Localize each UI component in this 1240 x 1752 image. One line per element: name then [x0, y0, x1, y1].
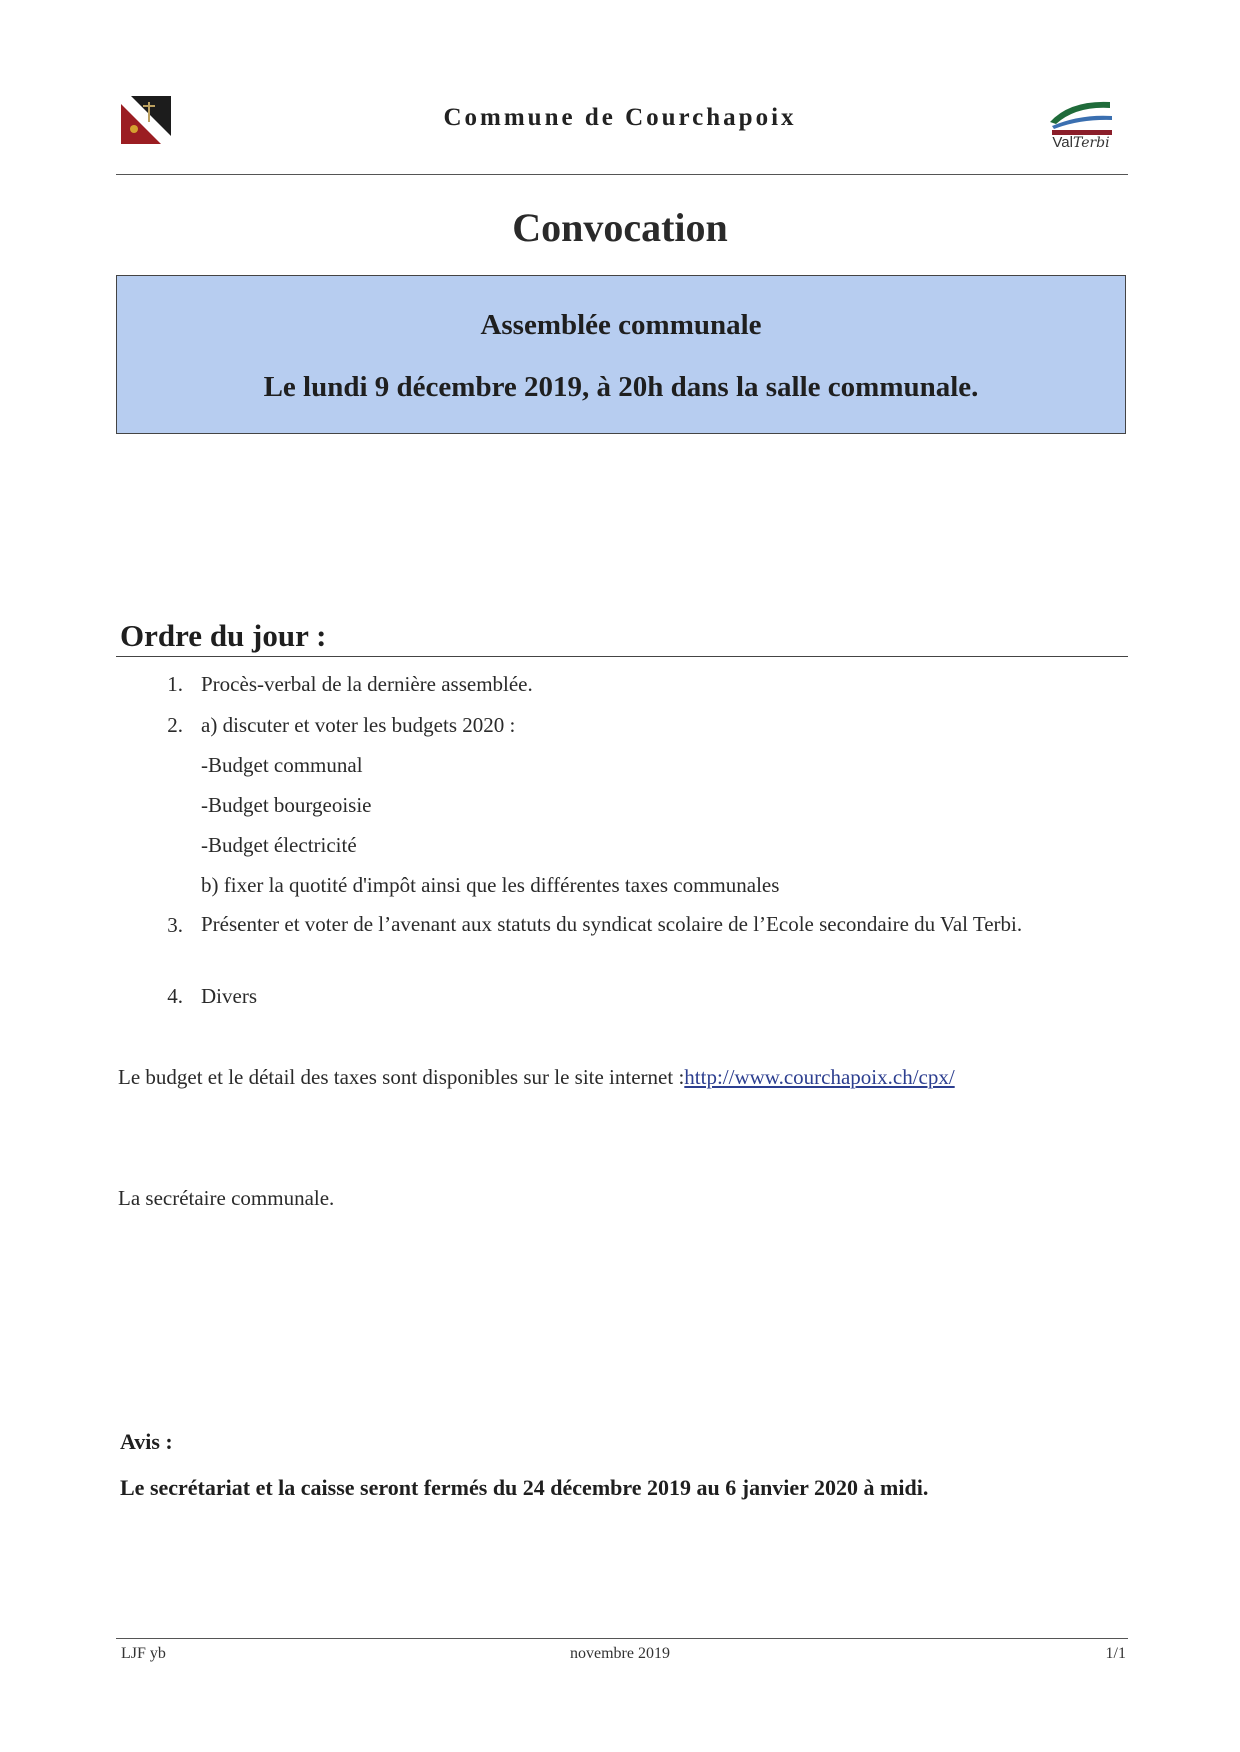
agenda-subitem-text: b) fixer la quotité d'impôt ainsi que les différentes taxes communales: [201, 873, 780, 897]
notice-text: Le secrétariat et la caisse seront fermés du 24 décembre 2019 au 6 janvier 2020 à midi.: [120, 1475, 929, 1500]
header-divider: [116, 174, 1128, 175]
meeting-info-box: [116, 275, 1126, 434]
agenda-item-text: Présenter et voter de l’avenant aux statuts du syndicat scolaire de l’Ecole secondaire du Val Terbi.: [201, 912, 1023, 936]
agenda-item-number: 3.: [167, 913, 183, 937]
agenda-subitem-text: -Budget bourgeoisie: [201, 793, 372, 817]
agenda-item-text: Divers: [201, 984, 257, 1008]
agenda-item-text: a) discuter et voter les budgets 2020 :: [201, 713, 516, 737]
valterbi-logo-text: ValTerbi: [1052, 134, 1110, 151]
municipality-title: Commune de Courchapoix: [443, 104, 797, 131]
budget-note-text: Le budget et le détail des taxes sont disponibles sur le site internet :: [118, 1065, 685, 1089]
footer-initials: LJF yb: [121, 1645, 166, 1662]
agenda-item-text: Procès-verbal de la dernière assemblée.: [201, 672, 533, 696]
agenda-heading: Ordre du jour :: [120, 618, 327, 653]
footer-divider: [116, 1638, 1128, 1639]
agenda-divider: [116, 656, 1128, 657]
agenda-subitem-text: -Budget communal: [201, 753, 363, 777]
meeting-date-location: Le lundi 9 décembre 2019, à 20h dans la salle communale.: [263, 371, 979, 403]
footer-date: novembre 2019: [570, 1645, 670, 1662]
notice-label: Avis :: [120, 1429, 173, 1454]
signature: La secrétaire communale.: [118, 1186, 335, 1210]
agenda-item-number: 4.: [167, 984, 183, 1008]
agenda-subitem-text: -Budget électricité: [201, 833, 357, 857]
agenda-item-number: 2.: [167, 713, 183, 737]
website-link[interactable]: http://www.courchapoix.ch/cpx/: [684, 1065, 955, 1089]
meeting-name: Assemblée communale: [480, 309, 762, 341]
agenda-item-number: 1.: [167, 672, 183, 696]
footer-page-number: 1/1: [1105, 1645, 1126, 1662]
document-title: Convocation: [512, 205, 728, 250]
budget-note: [118, 1065, 955, 1090]
